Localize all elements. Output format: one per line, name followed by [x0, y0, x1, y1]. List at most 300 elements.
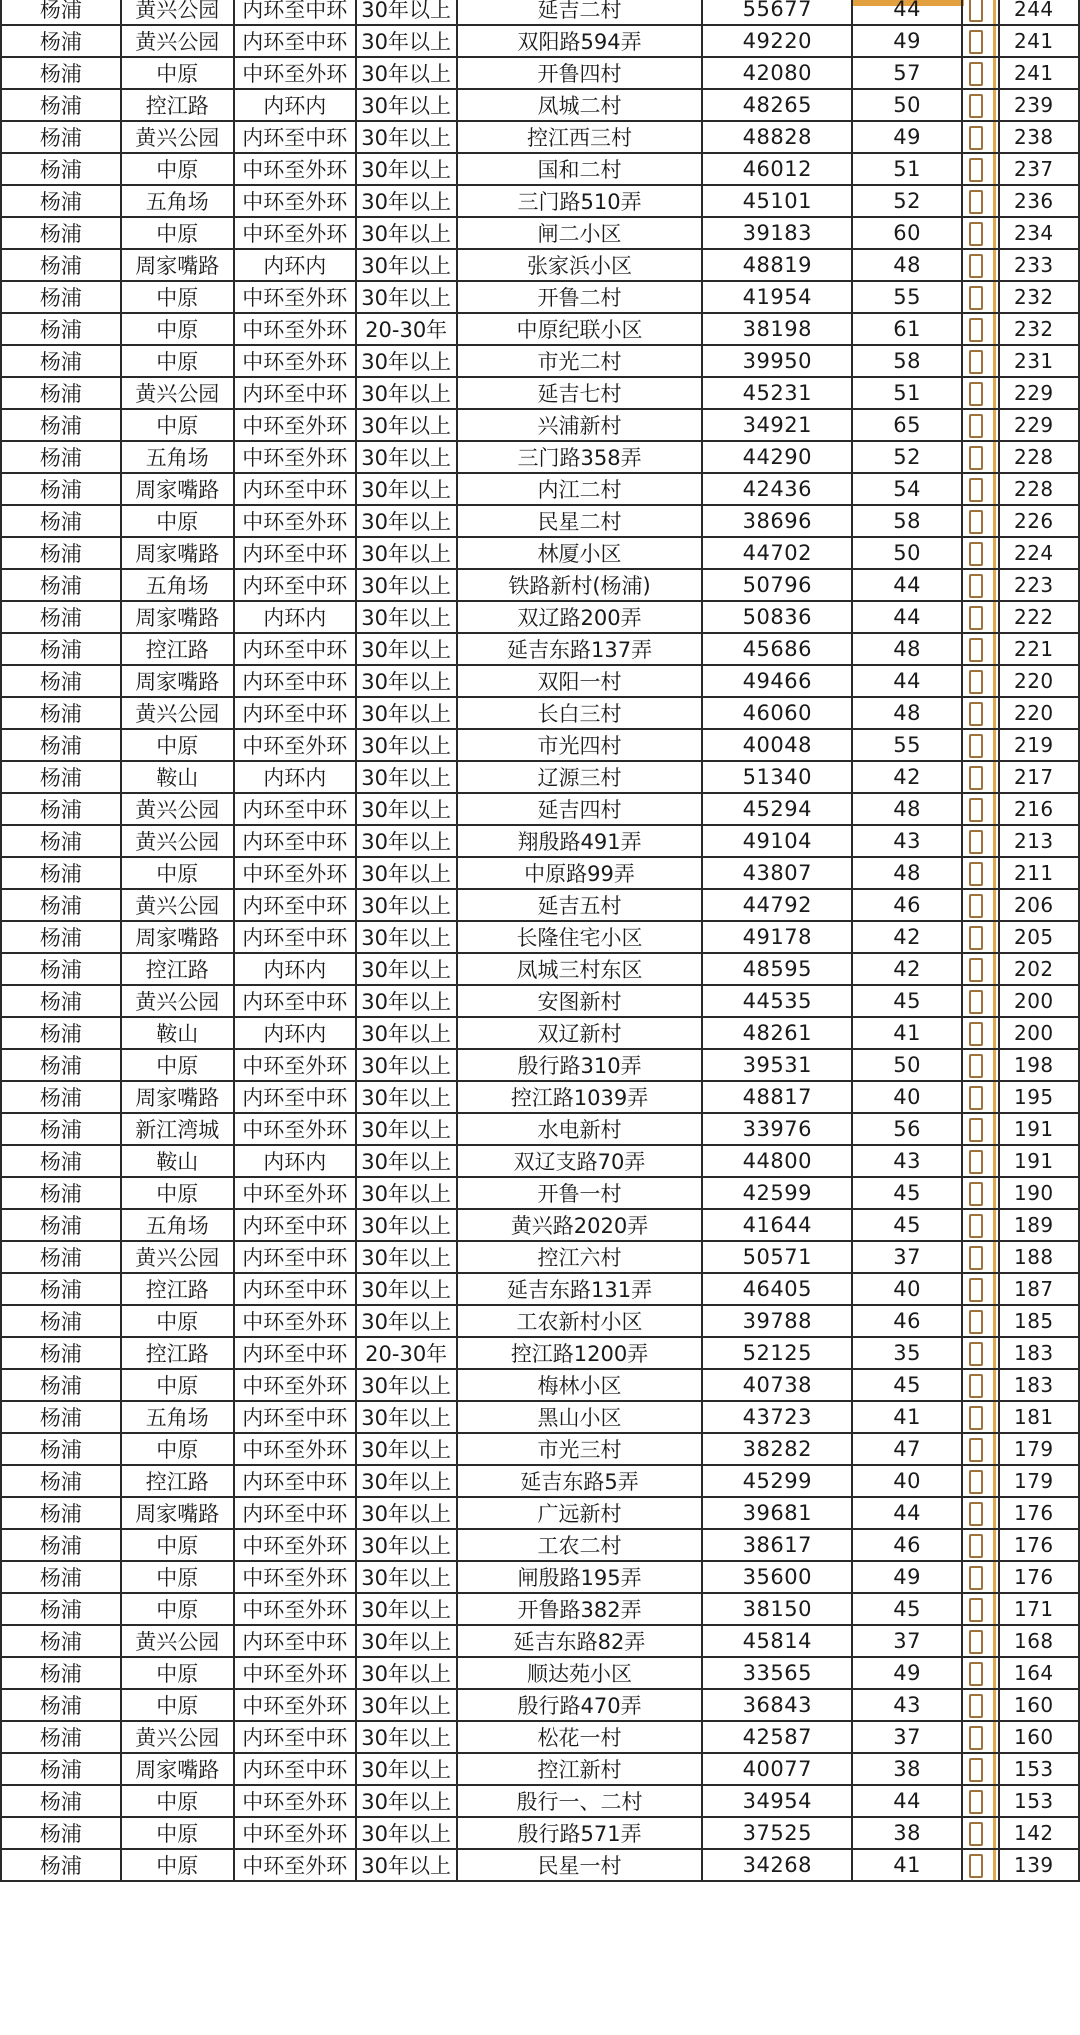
data-bar-icon: [969, 158, 983, 182]
data-bar-edge: [993, 186, 996, 216]
area-cell: 中原: [121, 345, 234, 377]
price-cell: 35600: [702, 1561, 852, 1593]
ring-cell: 中环至外环: [234, 1689, 356, 1721]
data-bar-icon: [969, 446, 983, 470]
price-cell: 45231: [702, 377, 852, 409]
price-cell: 44535: [702, 985, 852, 1017]
data-bar-icon: [969, 1214, 983, 1238]
area-cell: 鞍山: [121, 1145, 234, 1177]
district-cell: 杨浦: [1, 825, 121, 857]
score-cell: 241: [999, 25, 1079, 57]
age-cell: 20-30年: [356, 313, 457, 345]
price-cell: 38198: [702, 313, 852, 345]
ring-cell: 内环内: [234, 1145, 356, 1177]
data-bar-icon: [969, 1054, 983, 1078]
data-bar-icon: [969, 638, 983, 662]
data-bar-icon: [969, 1566, 983, 1590]
table-row: [1, 633, 1079, 665]
ring-cell: 中环至外环: [234, 1305, 356, 1337]
data-bar-icon: [969, 1726, 983, 1750]
score-cell: 183: [999, 1337, 1079, 1369]
district-cell: 杨浦: [1, 281, 121, 313]
ring-cell: 内环至中环: [234, 537, 356, 569]
price-cell: 49104: [702, 825, 852, 857]
data-bar-icon: [969, 126, 983, 150]
bar-cell: [962, 1337, 999, 1369]
score-cell: 202: [999, 953, 1079, 985]
community-cell: 开鲁一村: [457, 1177, 703, 1209]
district-cell: 杨浦: [1, 441, 121, 473]
data-bar-icon: [969, 1246, 983, 1270]
community-cell: 延吉四村: [457, 793, 703, 825]
area-cell: 中原: [121, 1593, 234, 1625]
area-cell: 周家嘴路: [121, 249, 234, 281]
data-bar-edge: [993, 218, 996, 248]
data-bar-edge: [993, 922, 996, 952]
data-bar-edge: [993, 1434, 996, 1464]
area-cell: 中原: [121, 57, 234, 89]
price-cell: 43807: [702, 857, 852, 889]
community-cell: 兴浦新村: [457, 409, 703, 441]
area-cell: 新江湾城: [121, 1113, 234, 1145]
score-cell: 239: [999, 89, 1079, 121]
ring-cell: 内环至中环: [234, 633, 356, 665]
price-cell: 39183: [702, 217, 852, 249]
bar-cell: [962, 601, 999, 633]
data-bar-edge: [993, 826, 996, 856]
district-cell: 杨浦: [1, 633, 121, 665]
data-bar-icon: [969, 286, 983, 310]
ring-cell: 中环至外环: [234, 57, 356, 89]
years-cell: 52: [852, 185, 962, 217]
area-cell: 五角场: [121, 441, 234, 473]
data-bar-edge: [993, 1082, 996, 1112]
years-cell: 47: [852, 1433, 962, 1465]
price-cell: 38150: [702, 1593, 852, 1625]
area-cell: 控江路: [121, 1337, 234, 1369]
community-cell: 黑山小区: [457, 1401, 703, 1433]
table-row: [1, 537, 1079, 569]
table-row: [1, 1241, 1079, 1273]
area-cell: 黄兴公园: [121, 1721, 234, 1753]
price-cell: 44702: [702, 537, 852, 569]
bar-cell: [962, 953, 999, 985]
community-cell: 水电新村: [457, 1113, 703, 1145]
ring-cell: 内环至中环: [234, 0, 356, 25]
table-row: [1, 1433, 1079, 1465]
community-cell: 民星二村: [457, 505, 703, 537]
years-cell: 57: [852, 57, 962, 89]
table-row: [1, 825, 1079, 857]
bar-cell: [962, 665, 999, 697]
score-cell: 220: [999, 697, 1079, 729]
ring-cell: 内环至中环: [234, 25, 356, 57]
bar-cell: [962, 1145, 999, 1177]
district-cell: 杨浦: [1, 1209, 121, 1241]
ring-cell: 中环至外环: [234, 729, 356, 761]
data-bar-icon: [969, 1854, 983, 1878]
data-bar-edge: [993, 506, 996, 536]
district-cell: 杨浦: [1, 729, 121, 761]
price-cell: 45686: [702, 633, 852, 665]
price-cell: 33976: [702, 1113, 852, 1145]
score-cell: 211: [999, 857, 1079, 889]
data-bar-edge: [993, 602, 996, 632]
score-cell: 153: [999, 1785, 1079, 1817]
data-bar-icon: [969, 1310, 983, 1334]
data-bar-icon: [969, 94, 983, 118]
data-bar-edge: [993, 410, 996, 440]
data-bar-icon: [969, 222, 983, 246]
price-cell: 49466: [702, 665, 852, 697]
years-cell: 54: [852, 473, 962, 505]
years-cell: 48: [852, 857, 962, 889]
ring-cell: 内环至中环: [234, 985, 356, 1017]
district-cell: 杨浦: [1, 985, 121, 1017]
area-cell: 黄兴公园: [121, 825, 234, 857]
area-cell: 中原: [121, 1817, 234, 1849]
years-cell: 40: [852, 1465, 962, 1497]
area-cell: 五角场: [121, 1401, 234, 1433]
community-cell: 延吉七村: [457, 377, 703, 409]
age-cell: 30年以上: [356, 1593, 457, 1625]
age-cell: 30年以上: [356, 1241, 457, 1273]
district-cell: 杨浦: [1, 1401, 121, 1433]
table-row: [1, 1529, 1079, 1561]
community-cell: 中原纪联小区: [457, 313, 703, 345]
table-row: [1, 281, 1079, 313]
table-row: [1, 569, 1079, 601]
bar-cell: [962, 1209, 999, 1241]
years-cell: 55: [852, 729, 962, 761]
data-bar-edge: [993, 1850, 996, 1880]
years-cell: 49: [852, 1657, 962, 1689]
data-bar-icon: [969, 766, 983, 790]
score-cell: 183: [999, 1369, 1079, 1401]
area-cell: 黄兴公园: [121, 121, 234, 153]
district-cell: 杨浦: [1, 1625, 121, 1657]
score-cell: 237: [999, 153, 1079, 185]
data-bar-edge: [993, 1146, 996, 1176]
data-bar-icon: [969, 542, 983, 566]
data-bar-icon: [969, 1182, 983, 1206]
ring-cell: 内环内: [234, 89, 356, 121]
price-cell: 49220: [702, 25, 852, 57]
data-bar-edge: [993, 474, 996, 504]
district-cell: 杨浦: [1, 1561, 121, 1593]
community-cell: 凤城三村东区: [457, 953, 703, 985]
age-cell: 30年以上: [356, 1497, 457, 1529]
years-cell: 48: [852, 697, 962, 729]
data-bar-edge: [993, 90, 996, 120]
ring-cell: 中环至外环: [234, 1657, 356, 1689]
table-row: [1, 889, 1079, 921]
district-cell: 杨浦: [1, 0, 121, 25]
table-row: [1, 1785, 1079, 1817]
years-cell: 44: [852, 0, 962, 25]
age-cell: 30年以上: [356, 1529, 457, 1561]
years-cell: 48: [852, 633, 962, 665]
community-cell: 控江西三村: [457, 121, 703, 153]
score-cell: 176: [999, 1529, 1079, 1561]
community-cell: 开鲁路382弄: [457, 1593, 703, 1625]
price-cell: 38617: [702, 1529, 852, 1561]
area-cell: 中原: [121, 1049, 234, 1081]
area-cell: 控江路: [121, 1273, 234, 1305]
price-cell: 39681: [702, 1497, 852, 1529]
data-bar-icon: [969, 1694, 983, 1718]
table-row: [1, 57, 1079, 89]
years-cell: 51: [852, 153, 962, 185]
ring-cell: 中环至外环: [234, 1529, 356, 1561]
age-cell: 30年以上: [356, 1721, 457, 1753]
score-cell: 222: [999, 601, 1079, 633]
area-cell: 中原: [121, 409, 234, 441]
age-cell: 30年以上: [356, 601, 457, 633]
table-row: [1, 793, 1079, 825]
community-cell: 延吉东路131弄: [457, 1273, 703, 1305]
district-cell: 杨浦: [1, 665, 121, 697]
score-cell: 189: [999, 1209, 1079, 1241]
age-cell: 30年以上: [356, 1625, 457, 1657]
area-cell: 五角场: [121, 569, 234, 601]
data-bar-edge: [993, 1274, 996, 1304]
community-cell: 殷行路470弄: [457, 1689, 703, 1721]
bar-cell: [962, 1561, 999, 1593]
table-row: [1, 665, 1079, 697]
area-cell: 周家嘴路: [121, 537, 234, 569]
price-cell: 45294: [702, 793, 852, 825]
area-cell: 黄兴公园: [121, 25, 234, 57]
table-row: [1, 1177, 1079, 1209]
area-cell: 黄兴公园: [121, 985, 234, 1017]
district-cell: 杨浦: [1, 1785, 121, 1817]
district-cell: 杨浦: [1, 1049, 121, 1081]
community-cell: 市光四村: [457, 729, 703, 761]
area-cell: 中原: [121, 1657, 234, 1689]
price-cell: 48261: [702, 1017, 852, 1049]
bar-cell: [962, 89, 999, 121]
district-cell: 杨浦: [1, 1241, 121, 1273]
ring-cell: 中环至外环: [234, 1561, 356, 1593]
score-cell: 229: [999, 377, 1079, 409]
price-cell: 46060: [702, 697, 852, 729]
years-cell: 41: [852, 1017, 962, 1049]
data-bar-edge: [993, 1242, 996, 1272]
community-cell: 控江新村: [457, 1753, 703, 1785]
area-cell: 中原: [121, 1785, 234, 1817]
age-cell: 30年以上: [356, 825, 457, 857]
age-cell: 30年以上: [356, 57, 457, 89]
bar-cell: [962, 1273, 999, 1305]
age-cell: 30年以上: [356, 985, 457, 1017]
table-row: [1, 1273, 1079, 1305]
price-cell: 37525: [702, 1817, 852, 1849]
price-cell: 34921: [702, 409, 852, 441]
price-cell: 44290: [702, 441, 852, 473]
score-cell: 176: [999, 1561, 1079, 1593]
data-bar-icon: [969, 414, 983, 438]
community-cell: 开鲁四村: [457, 57, 703, 89]
area-cell: 黄兴公园: [121, 1625, 234, 1657]
area-cell: 控江路: [121, 1465, 234, 1497]
score-cell: 219: [999, 729, 1079, 761]
score-cell: 200: [999, 1017, 1079, 1049]
data-bar-edge: [993, 1626, 996, 1656]
bar-cell: [962, 793, 999, 825]
ring-cell: 内环内: [234, 601, 356, 633]
area-cell: 中原: [121, 1561, 234, 1593]
district-cell: 杨浦: [1, 857, 121, 889]
ring-cell: 中环至外环: [234, 1817, 356, 1849]
score-cell: 217: [999, 761, 1079, 793]
age-cell: 30年以上: [356, 377, 457, 409]
table-row: [1, 1305, 1079, 1337]
age-cell: 30年以上: [356, 1689, 457, 1721]
data-bar-icon: [969, 1150, 983, 1174]
table-row: [1, 1561, 1079, 1593]
years-cell: 46: [852, 1529, 962, 1561]
age-cell: 30年以上: [356, 345, 457, 377]
bar-cell: [962, 1049, 999, 1081]
data-bar-icon: [969, 1118, 983, 1142]
data-bar-icon: [969, 30, 983, 54]
bar-cell: [962, 1753, 999, 1785]
area-cell: 周家嘴路: [121, 1497, 234, 1529]
ring-cell: 中环至外环: [234, 409, 356, 441]
data-bar-edge: [993, 1114, 996, 1144]
table-row: [1, 697, 1079, 729]
bar-cell: [962, 1369, 999, 1401]
price-cell: 42080: [702, 57, 852, 89]
years-cell: 42: [852, 921, 962, 953]
data-bar-icon: [969, 0, 983, 22]
bar-cell: [962, 1817, 999, 1849]
bar-cell: [962, 505, 999, 537]
table-row: [1, 1145, 1079, 1177]
age-cell: 30年以上: [356, 1561, 457, 1593]
years-cell: 35: [852, 1337, 962, 1369]
table-row: [1, 1593, 1079, 1625]
district-cell: 杨浦: [1, 569, 121, 601]
bar-cell: [962, 1529, 999, 1561]
price-cell: 40077: [702, 1753, 852, 1785]
community-cell: 双辽支路70弄: [457, 1145, 703, 1177]
data-bar-icon: [969, 1630, 983, 1654]
district-cell: 杨浦: [1, 1497, 121, 1529]
data-bar-edge: [993, 858, 996, 888]
years-cell: 42: [852, 953, 962, 985]
score-cell: 236: [999, 185, 1079, 217]
age-cell: 30年以上: [356, 1753, 457, 1785]
ring-cell: 中环至外环: [234, 1369, 356, 1401]
district-cell: 杨浦: [1, 1369, 121, 1401]
community-cell: 松花一村: [457, 1721, 703, 1753]
district-cell: 杨浦: [1, 1017, 121, 1049]
bar-cell: [962, 441, 999, 473]
age-cell: 30年以上: [356, 153, 457, 185]
data-bar-icon: [969, 1086, 983, 1110]
table-row: [1, 217, 1079, 249]
score-cell: 181: [999, 1401, 1079, 1433]
score-cell: 185: [999, 1305, 1079, 1337]
area-cell: 黄兴公园: [121, 889, 234, 921]
price-cell: 45299: [702, 1465, 852, 1497]
score-cell: 224: [999, 537, 1079, 569]
district-cell: 杨浦: [1, 1337, 121, 1369]
age-cell: 30年以上: [356, 1849, 457, 1881]
ring-cell: 中环至外环: [234, 1433, 356, 1465]
ring-cell: 中环至外环: [234, 1049, 356, 1081]
data-bar-edge: [993, 1338, 996, 1368]
bar-cell: [962, 473, 999, 505]
community-cell: 双阳一村: [457, 665, 703, 697]
years-cell: 49: [852, 25, 962, 57]
table-row: [1, 1657, 1079, 1689]
ring-cell: 中环至外环: [234, 217, 356, 249]
bar-cell: [962, 281, 999, 313]
age-cell: 30年以上: [356, 1081, 457, 1113]
data-bar-icon: [969, 1022, 983, 1046]
bar-cell: [962, 825, 999, 857]
age-cell: 30年以上: [356, 249, 457, 281]
community-cell: 延吉东路82弄: [457, 1625, 703, 1657]
district-cell: 杨浦: [1, 345, 121, 377]
community-cell: 双辽新村: [457, 1017, 703, 1049]
price-cell: 42599: [702, 1177, 852, 1209]
district-cell: 杨浦: [1, 1593, 121, 1625]
data-bar-icon: [969, 1374, 983, 1398]
price-cell: 34268: [702, 1849, 852, 1881]
community-cell: 殷行路310弄: [457, 1049, 703, 1081]
data-bar-edge: [993, 1050, 996, 1080]
bar-cell: [962, 1465, 999, 1497]
data-bar-icon: [969, 190, 983, 214]
price-cell: 49178: [702, 921, 852, 953]
district-cell: 杨浦: [1, 473, 121, 505]
area-cell: 周家嘴路: [121, 665, 234, 697]
age-cell: 30年以上: [356, 185, 457, 217]
data-bar-icon: [969, 1406, 983, 1430]
area-cell: 中原: [121, 281, 234, 313]
community-cell: 中原路99弄: [457, 857, 703, 889]
data-bar-edge: [993, 634, 996, 664]
score-cell: 206: [999, 889, 1079, 921]
data-bar-icon: [969, 798, 983, 822]
age-cell: 30年以上: [356, 1433, 457, 1465]
area-cell: 中原: [121, 1849, 234, 1881]
ring-cell: 内环内: [234, 249, 356, 281]
community-cell: 三门路510弄: [457, 185, 703, 217]
table-row: [1, 1049, 1079, 1081]
table-row: [1, 1113, 1079, 1145]
area-cell: 黄兴公园: [121, 793, 234, 825]
score-cell: 198: [999, 1049, 1079, 1081]
years-cell: 41: [852, 1849, 962, 1881]
community-cell: 延吉东路137弄: [457, 633, 703, 665]
table-row: [1, 1849, 1079, 1881]
score-cell: 216: [999, 793, 1079, 825]
data-bar-edge: [993, 250, 996, 280]
table-row: [1, 153, 1079, 185]
years-cell: 48: [852, 793, 962, 825]
data-bar-edge: [993, 26, 996, 56]
community-cell: 延吉东路5弄: [457, 1465, 703, 1497]
table-row: [1, 761, 1079, 793]
ring-cell: 内环至中环: [234, 697, 356, 729]
years-cell: 55: [852, 281, 962, 313]
data-bar-icon: [969, 926, 983, 950]
